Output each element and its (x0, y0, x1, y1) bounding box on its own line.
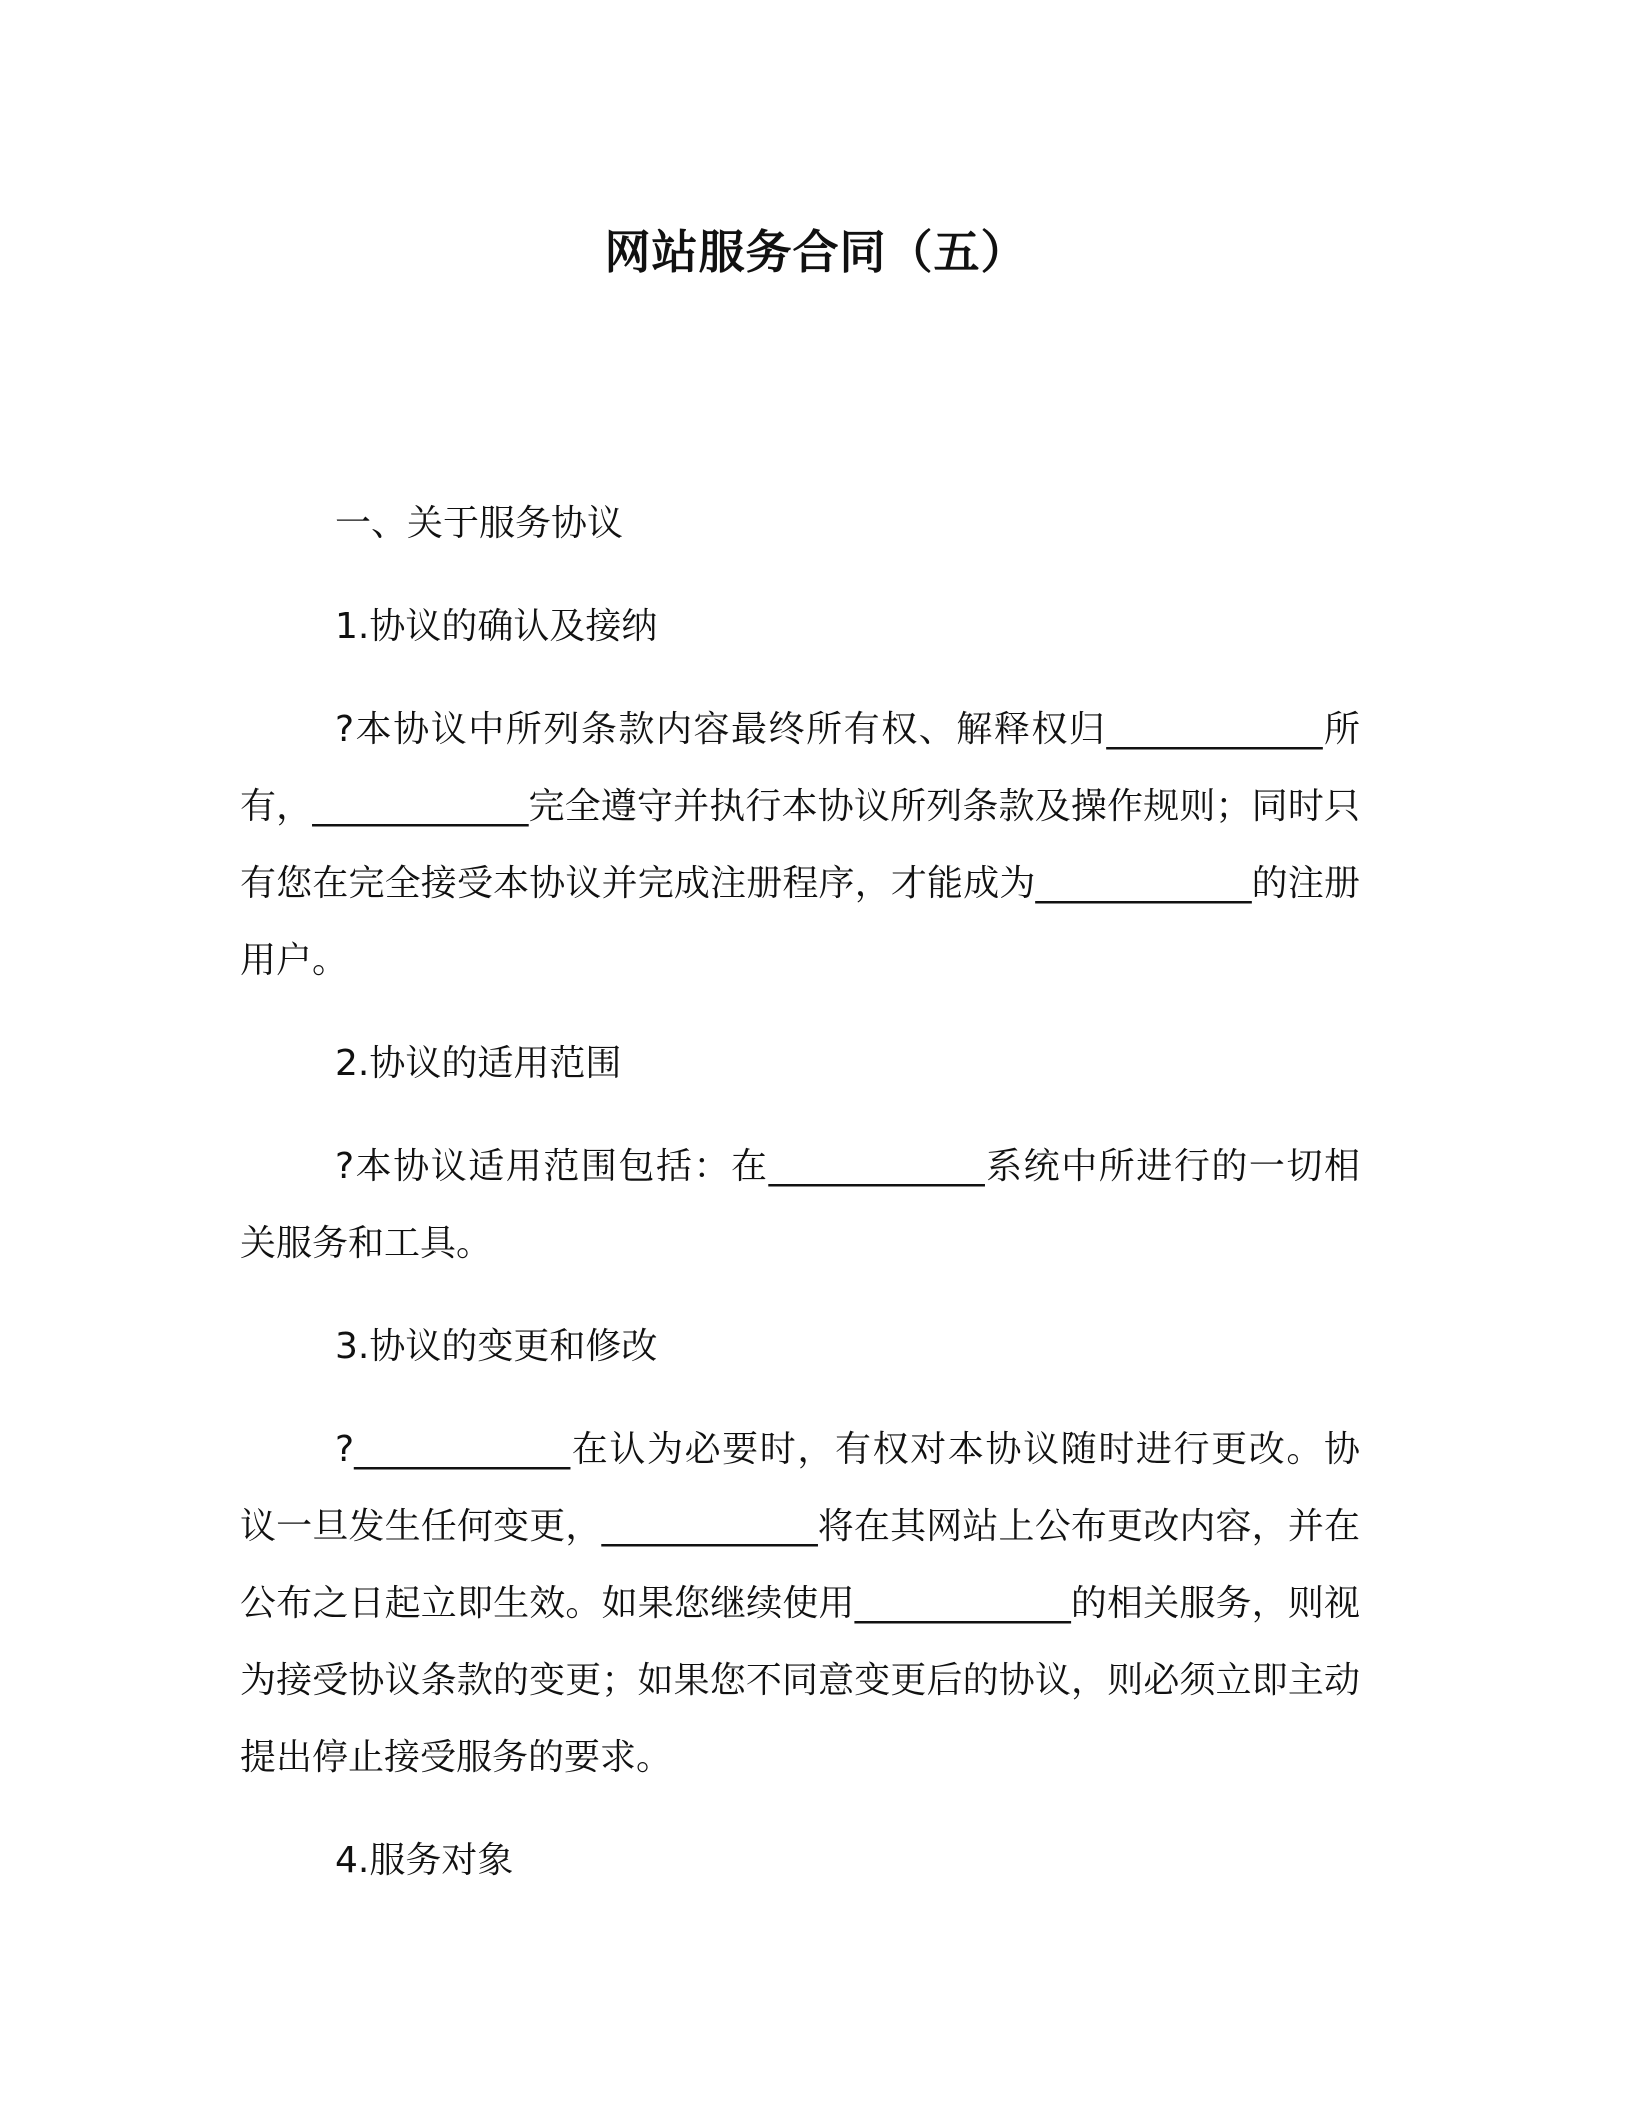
item-heading: 1.协议的确认及接纳 (335, 606, 658, 647)
item-heading: 2.协议的适用范围 (335, 1043, 622, 1084)
paragraph: ?本协议中所列条款内容最终所有权、解释权归____________所有，____________完全遵守并执行本协议所列条款及操作规则；同时只有您在完全接受本协议并完成注册程序，才能成为____________的注册用户。 (240, 709, 1360, 981)
document-body (240, 485, 1360, 1925)
item-heading: 4.服务对象 (335, 1840, 514, 1881)
paragraph: ?____________在认为必要时，有权对本协议随时进行更改。协议一旦发生任何变更，____________将在其网站上公布更改内容，并在公布之日起立即生效。如果您继续使用____________的相关服务，则视为接受协议条款的变更；如果您不同意变更后的协议，则必须立即主动提出停止接受服务的要求。 (240, 1429, 1360, 1778)
section-heading: 一、关于服务协议 (335, 503, 624, 544)
paragraph: ?本协议适用范围包括：在____________系统中所进行的一切相关服务和工具。 (240, 1146, 1360, 1264)
document-title: 网站服务合同（五） (604, 225, 1028, 279)
item-heading: 3.协议的变更和修改 (335, 1326, 658, 1367)
